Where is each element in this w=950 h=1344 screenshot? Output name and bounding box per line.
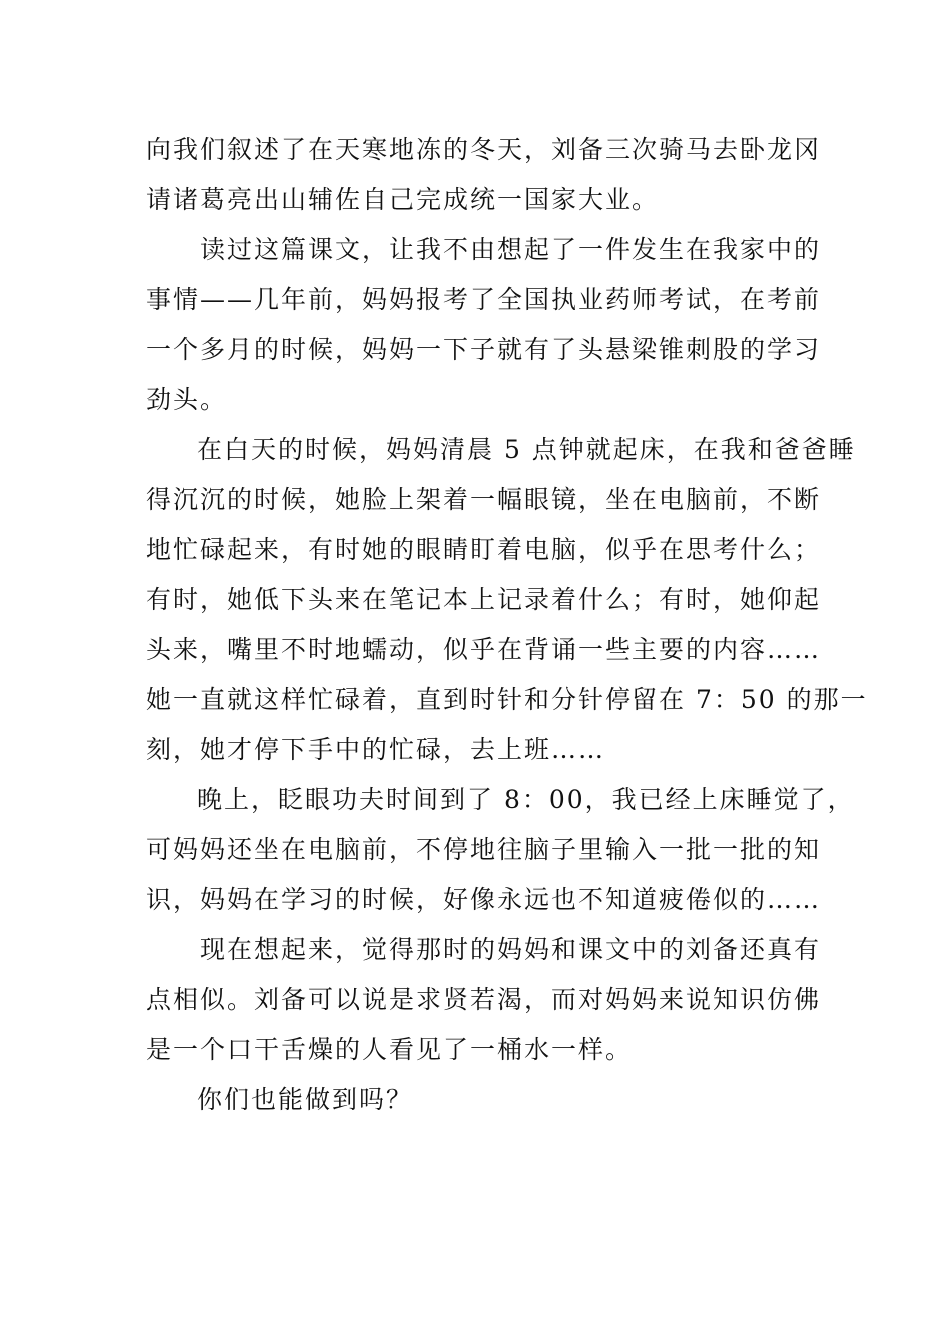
paragraph-start: 现在想起来，觉得那时的妈妈和课文中的刘备还真有 — [200, 935, 822, 964]
text-line: 一个多月的时候，妈妈一下子就有了头悬梁锥刺股的学习 — [146, 335, 822, 364]
text-line: 是一个口干舌燥的人看见了一桶水一样。 — [146, 1035, 633, 1064]
text-line: 有时，她低下头来在笔记本上记录着什么；有时，她仰起 — [146, 585, 822, 614]
paragraph-start: 晚上，眨眼功夫时间到了 8：00，我已经上床睡觉了， — [197, 785, 855, 814]
text-line: 头来，嘴里不时地蠕动，似乎在背诵一些主要的内容…… — [146, 635, 822, 664]
text-line: 请诸葛亮出山辅佐自己完成统一国家大业。 — [146, 185, 660, 214]
paragraph-start: 在白天的时候，妈妈清晨 5 点钟就起床，在我和爸爸睡 — [197, 435, 856, 464]
paragraph-start: 你们也能做到吗？ — [197, 1085, 414, 1114]
text-line: 事情——几年前，妈妈报考了全国执业药师考试，在考前 — [146, 285, 822, 314]
text-line: 刻，她才停下手中的忙碌，去上班…… — [146, 735, 606, 764]
text-line: 识，妈妈在学习的时候，好像永远也不知道疲倦似的…… — [146, 885, 822, 914]
text-line: 可妈妈还坐在电脑前，不停地往脑子里输入一批一批的知 — [146, 835, 822, 864]
text-line: 劲头。 — [146, 385, 228, 414]
text-line: 向我们叙述了在天寒地冻的冬天，刘备三次骑马去卧龙冈 — [146, 135, 822, 164]
text-line: 点相似。刘备可以说是求贤若渴，而对妈妈来说知识仿佛 — [146, 985, 822, 1014]
text-line: 得沉沉的时候，她脸上架着一幅眼镜，坐在电脑前，不断 — [146, 485, 822, 514]
text-line: 地忙碌起来，有时她的眼睛盯着电脑，似乎在思考什么； — [146, 535, 822, 564]
text-line: 她一直就这样忙碌着，直到时针和分针停留在 7：50 的那一 — [146, 685, 868, 714]
paragraph-start: 读过这篇课文，让我不由想起了一件发生在我家中的 — [200, 235, 822, 264]
